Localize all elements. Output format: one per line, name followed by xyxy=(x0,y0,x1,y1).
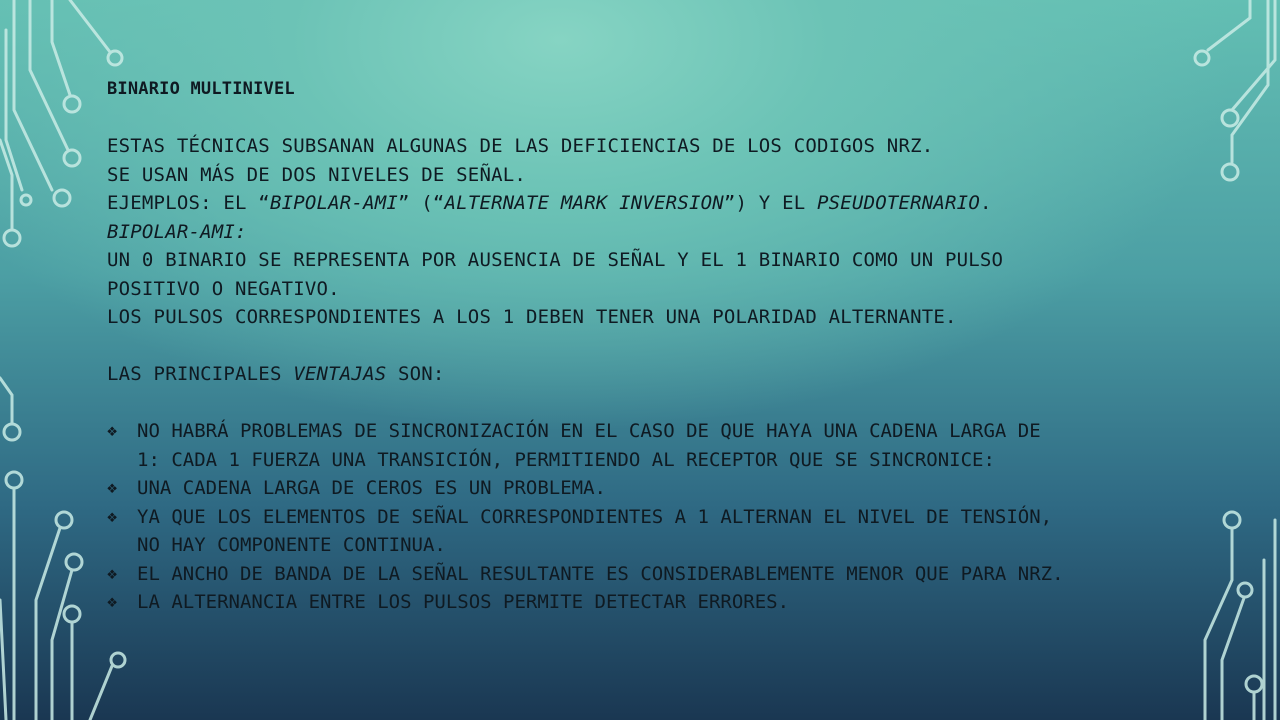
term-alternate-mark-inversion: ALTERNATE MARK INVERSION xyxy=(444,192,724,214)
bullet-item xyxy=(107,588,1217,617)
text-segment: SON: xyxy=(386,363,445,385)
bullet-line: UNA CADENA LARGA DE CEROS ES UN PROBLEMA. xyxy=(137,477,606,499)
paragraph-5a: UN 0 BINARIO SE REPRESENTA POR AUSENCIA DE SEÑAL Y EL 1 BINARIO COMO UN PULSO xyxy=(107,249,1004,271)
bullet-item xyxy=(107,560,1217,589)
paragraph-1: ESTAS TÉCNICAS SUBSANAN ALGUNAS DE LAS DEFICIENCIAS DE LOS CODIGOS NRZ. xyxy=(107,135,934,157)
paragraph-examples xyxy=(107,189,1217,218)
text-segment: . xyxy=(979,192,992,214)
slide-title: BINARIO MULTINIVEL xyxy=(107,79,295,99)
diamond-bullet-icon: ❖ xyxy=(107,592,118,612)
text-segment: ”) Y EL xyxy=(723,192,818,214)
subheading-bipolar-ami: BIPOLAR-AMI: xyxy=(107,220,247,243)
term-ventajas: VENTAJAS xyxy=(293,363,387,385)
bullet-line: NO HABRÁ PROBLEMAS DE SINCRONIZACIÓN EN EL CASO DE QUE HAYA UNA CADENA LARGA DE xyxy=(137,420,1041,442)
term-bipolar-ami: BIPOLAR-AMI xyxy=(269,192,398,214)
bullet-line: YA QUE LOS ELEMENTOS DE SEÑAL CORRESPONDIENTES A 1 ALTERNAN EL NIVEL DE TENSIÓN, xyxy=(137,505,1053,528)
bullet-item xyxy=(107,503,1217,560)
diamond-bullet-icon: ❖ xyxy=(107,563,118,584)
bullet-item xyxy=(107,474,1217,503)
paragraph-2: SE USAN MÁS DE DOS NIVELES DE SEÑAL. xyxy=(107,163,527,186)
slide-body xyxy=(107,75,1217,617)
diamond-bullet-icon: ❖ xyxy=(107,506,118,527)
bullet-line: NO HAY COMPONENTE CONTINUA. xyxy=(137,534,446,556)
paragraph-6: LOS PULSOS CORRESPONDIENTES A LOS 1 DEBEN TENER UNA POLARIDAD ALTERNANTE. xyxy=(107,306,957,328)
bullet-line: 1: CADA 1 FUERZA UNA TRANSICIÓN, PERMITIENDO AL RECEPTOR QUE SE SINCRONICE: xyxy=(137,448,995,471)
diamond-bullet-icon: ❖ xyxy=(107,478,118,498)
text-segment: ” (“ xyxy=(397,192,445,214)
text-segment: LAS PRINCIPALES xyxy=(107,363,294,385)
bullet-line: EL ANCHO DE BANDA DE LA SEÑAL RESULTANTE ES CONSIDERABLEMENTE MENOR QUE PARA NRZ. xyxy=(137,562,1064,585)
diamond-bullet-icon: ❖ xyxy=(107,421,118,441)
bullet-item xyxy=(107,417,1217,474)
paragraph-ventajas xyxy=(107,360,1217,389)
term-pseudoternario: PSEUDOTERNARIO xyxy=(817,192,980,214)
bullet-line: LA ALTERNANCIA ENTRE LOS PULSOS PERMITE DETECTAR ERRORES. xyxy=(137,591,790,613)
paragraph-5b: POSITIVO O NEGATIVO. xyxy=(107,277,340,300)
text-segment: EJEMPLOS: EL “ xyxy=(107,192,270,214)
